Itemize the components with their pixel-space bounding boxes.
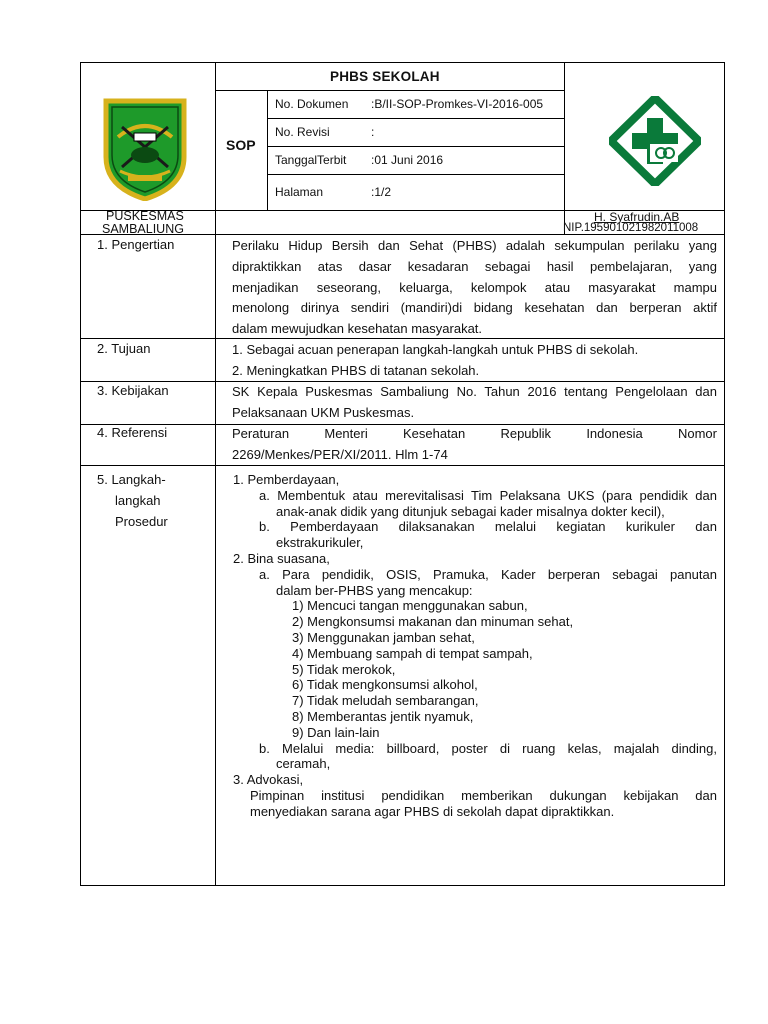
divider-field-1 — [267, 118, 565, 119]
signer-nip: NIP.195901021982011008 — [563, 222, 699, 234]
pengertian-line: menolong dirinya sendiri (mandiri)di bidang kesehatan dan berperan aktif — [232, 300, 717, 316]
pengertian-line: dipraktikkan atas dasar kesadaran sebagai hasil pembelajaran, yang — [232, 258, 717, 274]
referensi-line: 2269/Menkes/PER/XI/2011. Hlm 1-74 — [232, 446, 448, 462]
tujuan-item: 2. Meningkatkan PHBS di tatanan sekolah. — [232, 362, 480, 378]
pengertian-line: Perilaku Hidup Bersih dan Sehat (PHBS) adalah sekumpulan perilaku yang — [232, 238, 717, 253]
divider-field-3 — [267, 174, 565, 175]
section-label-referensi: 4. Referensi — [97, 425, 168, 440]
section-label-kebijakan: 3. Kebijakan — [97, 383, 169, 398]
prosedur-subitem: 3) Menggunakan jamban sehat, — [292, 629, 475, 645]
prosedur-subitem: 4) Membuang sampah di tempat sampah, — [292, 645, 533, 661]
puskesmas-logo-icon — [609, 96, 701, 186]
org-name-line-2: SAMBALIUNG — [102, 222, 184, 236]
pengertian-text — [232, 236, 717, 340]
prosedur-step-1: 1. Pemberdayaan, — [233, 472, 340, 487]
prosedur-step-2b: b. Melalui media: billboard, poster di ruang kelas, majalah dinding, — [259, 740, 717, 756]
divider-title — [215, 90, 565, 91]
prosedur-step-1b: b. Pemberdayaan dilaksanakan melalui kegiatan kurikuler dan — [259, 519, 717, 535]
divider-left-column — [215, 62, 216, 886]
referensi-line: Peraturan Menteri Kesehatan Republik Indonesia Nomor — [232, 426, 717, 441]
sop-label: SOP — [226, 137, 256, 153]
prosedur-step-1a: a. Membentuk atau merevitalisasi Tim Pelaksana UKS (para pendidik dan — [259, 487, 717, 503]
prosedur-subitem: 8) Memberantas jentik nyamuk, — [292, 708, 474, 724]
kebijakan-line: SK Kepala Puskesmas Sambaliung No. Tahun 2016 tentang Pengelolaan dan — [232, 384, 717, 399]
prosedur-subitem: 1) Mencuci tangan menggunakan sabun, — [292, 598, 528, 614]
field-value-no-dokumen: :B/II-SOP-Promkes-VI-2016-005 — [371, 97, 544, 111]
kebijakan-line: Pelaksanaan UKM Puskesmas. — [232, 404, 415, 420]
prosedur-subitem: 7) Tidak meludah sembarangan, — [292, 693, 479, 709]
prosedur-step-3-text: Pimpinan institusi pendidikan memberikan dukungan kebijakan dan — [250, 787, 717, 803]
prosedur-step-3-cont: menyediakan sarana agar PHBS di sekolah dapat dipraktikkan. — [250, 803, 615, 819]
signer-name: H. Syafrudin.AB — [594, 210, 680, 224]
prosedur-step-2: 2. Bina suasana, — [233, 550, 330, 566]
divider-sop-column — [267, 90, 268, 210]
section-label-prosedur-3: Prosedur — [115, 514, 168, 529]
pengertian-line: dalam mewujudkan kesehatan masyarakat. — [232, 321, 483, 337]
field-label-halaman: Halaman — [275, 185, 324, 199]
org-name-line-1: PUSKESMAS — [106, 209, 184, 223]
field-label-no-revisi: No. Revisi — [275, 125, 330, 139]
section-label-prosedur-1: 5. Langkah- — [97, 472, 166, 487]
prosedur-subitem: 9) Dan lain-lain — [292, 724, 380, 740]
document-title: PHBS SEKOLAH — [330, 69, 440, 84]
pengertian-line: menjadikan seseorang, keluarga, kelompok atau masyarakat mampu — [232, 279, 717, 295]
tujuan-list — [232, 340, 717, 382]
section-label-tujuan: 2. Tujuan — [97, 341, 151, 356]
prosedur-step-2b-cont: ceramah, — [276, 756, 331, 772]
prosedur-step-3: 3. Advokasi, — [233, 772, 304, 788]
field-value-tanggal-terbit: :01 Juni 2016 — [371, 153, 444, 167]
prosedur-subitem: 2) Mengkonsumsi makanan dan minuman sehat, — [292, 614, 574, 630]
field-value-halaman: :1/2 — [371, 185, 392, 199]
prosedur-subitem: 6) Tidak mengkonsumsi alkohol, — [292, 677, 478, 693]
field-value-no-revisi: : — [371, 125, 375, 139]
referensi-text — [232, 424, 717, 466]
prosedur-step-2a: a. Para pendidik, OSIS, Pramuka, Kader berperan sebagai panutan — [259, 566, 717, 582]
regency-coat-of-arms-icon — [100, 97, 190, 201]
section-label-prosedur-2: langkah — [115, 493, 161, 508]
field-label-tanggal-terbit: TanggalTerbit — [275, 153, 347, 167]
prosedur-subitem: 5) Tidak merokok, — [292, 661, 396, 677]
divider-right-logo — [564, 62, 565, 234]
prosedur-step-2a-cont: dalam ber-PHBS yang mencakup: — [276, 582, 473, 598]
field-label-no-dokumen: No. Dokumen — [275, 97, 349, 111]
prosedur-content — [233, 472, 717, 820]
tujuan-item: 1. Sebagai acuan penerapan langkah-langkah untuk PHBS di sekolah. — [232, 342, 639, 357]
section-label-pengertian: 1. Pengertian — [97, 237, 175, 252]
prosedur-step-1b-cont: ekstrakurikuler, — [276, 535, 364, 551]
divider-field-2 — [267, 146, 565, 147]
kebijakan-text — [232, 382, 717, 424]
prosedur-step-1a-cont: anak-anak didik yang ditunjuk sebagai kader misalnya dokter kecil), — [276, 503, 665, 519]
